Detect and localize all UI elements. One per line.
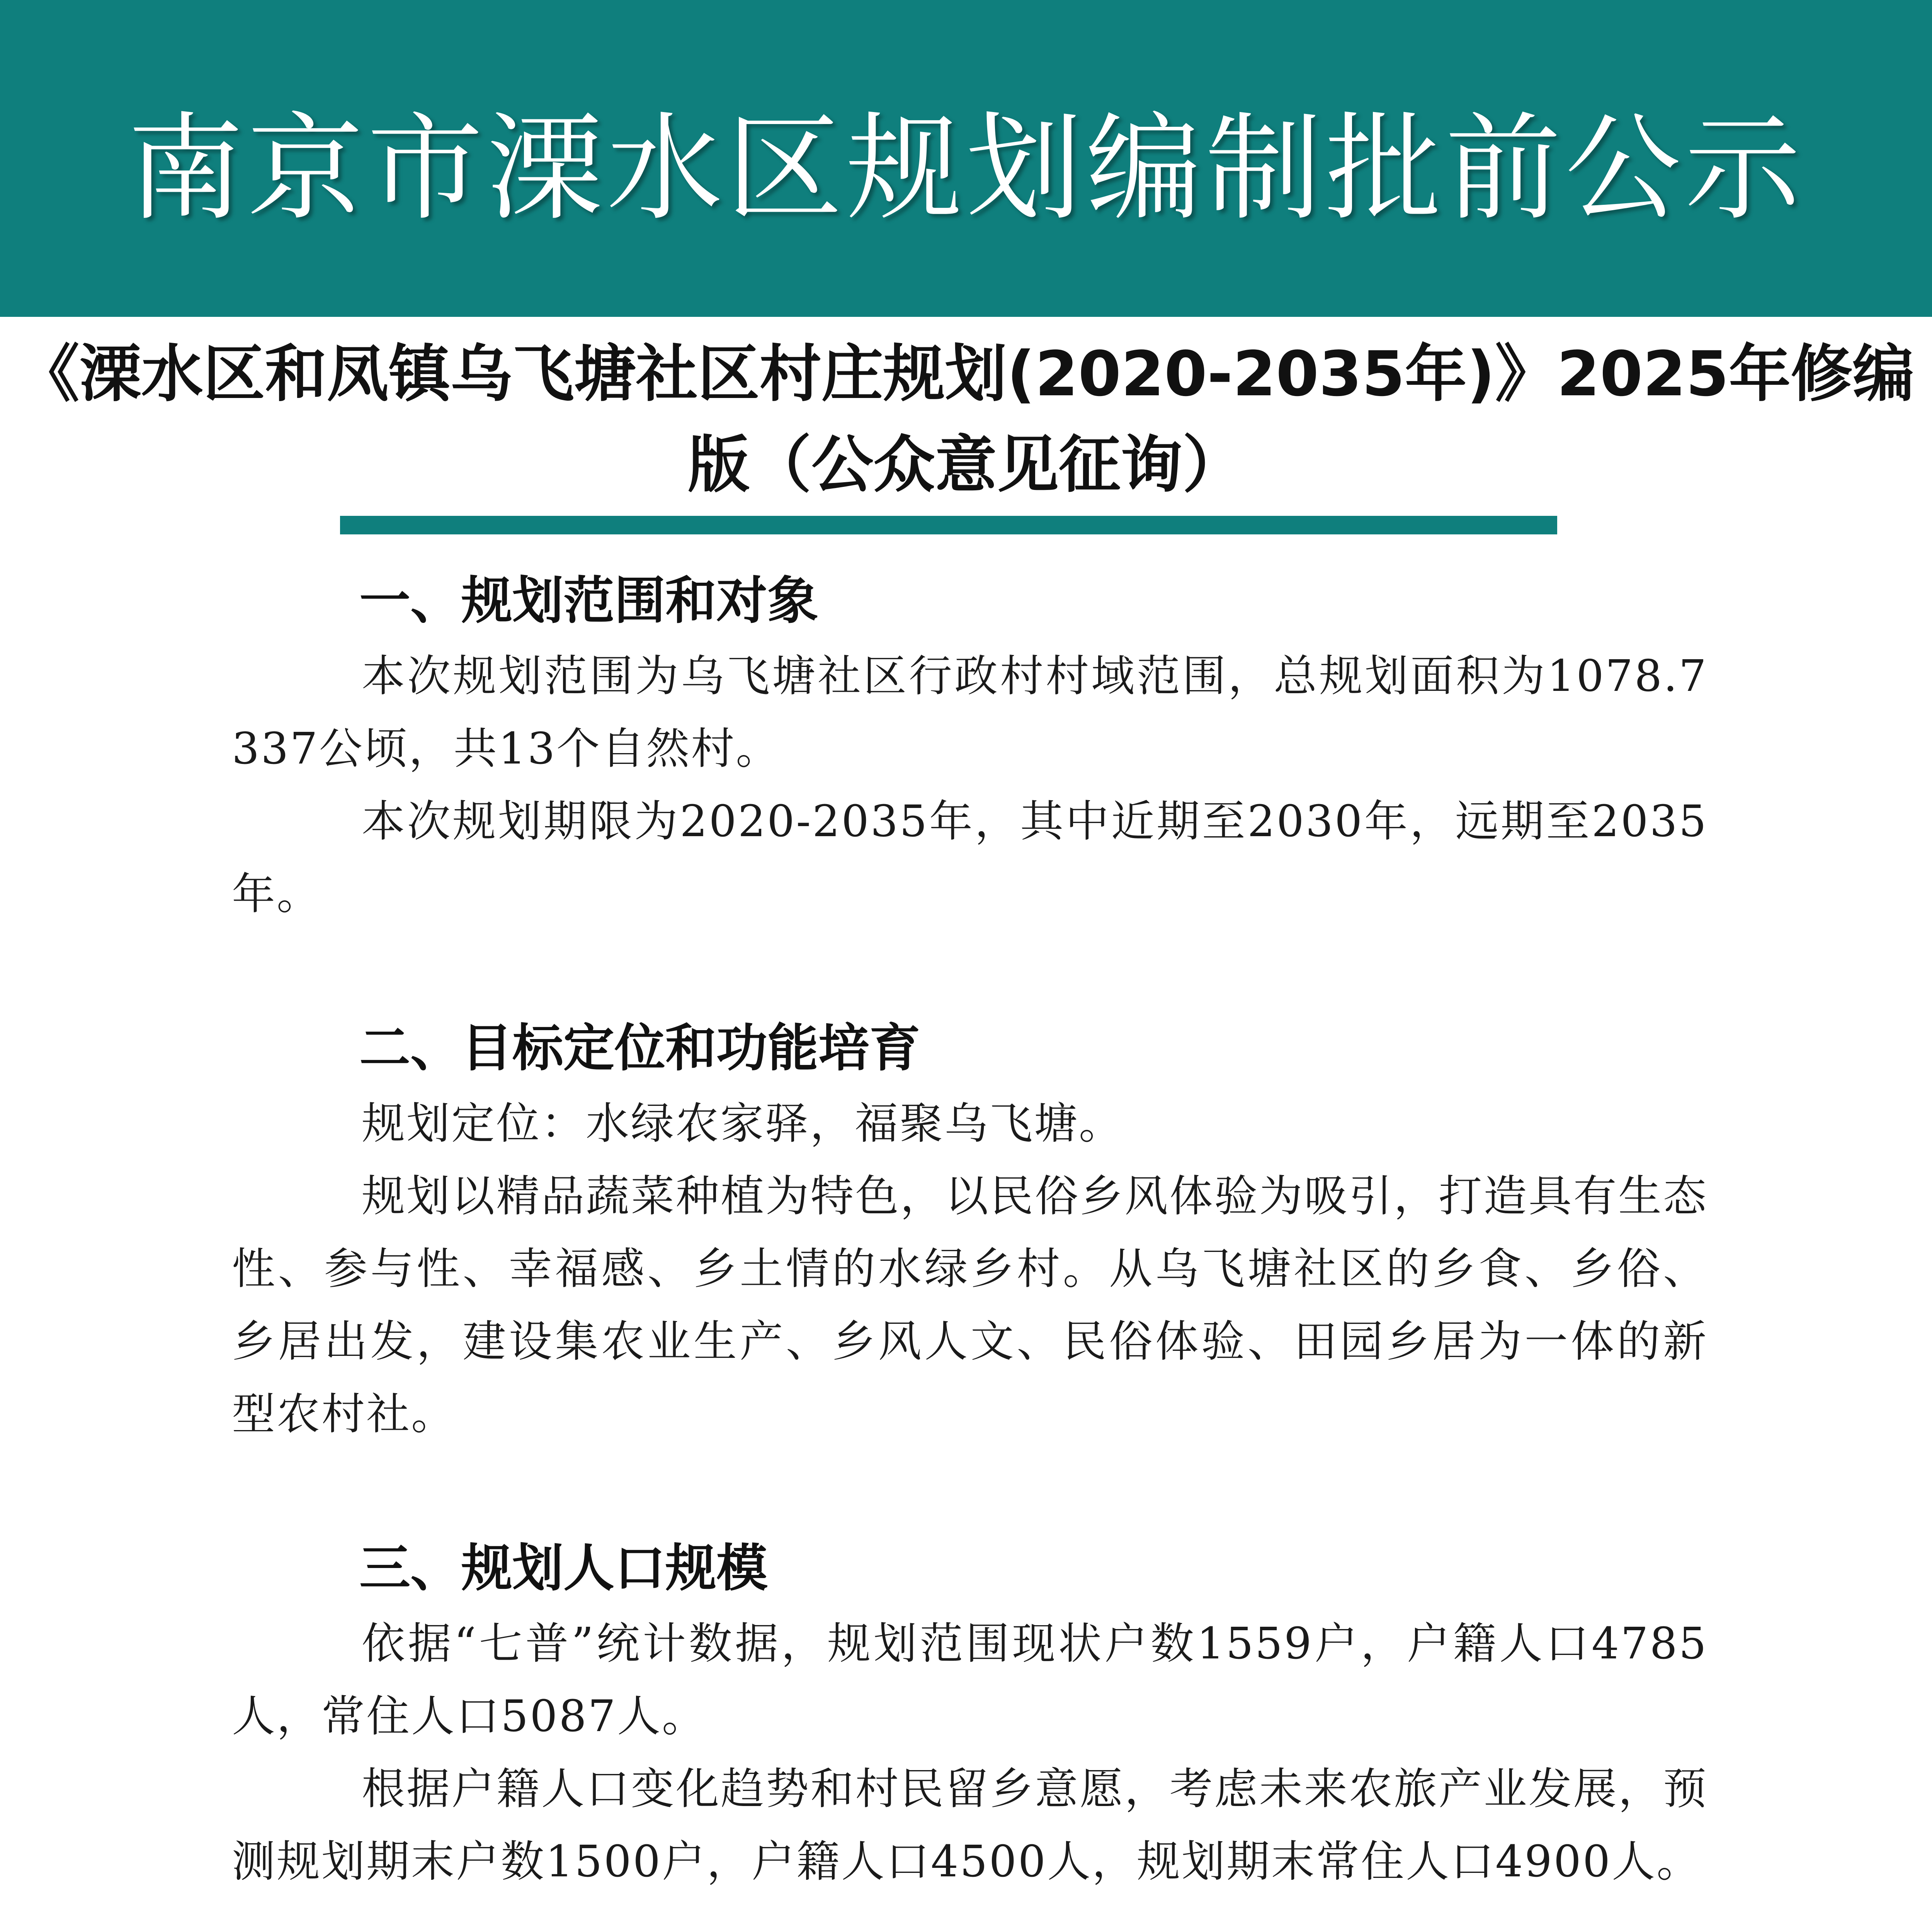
page-title: 南京市溧水区规划编制批前公示 xyxy=(128,101,1804,236)
document-subtitle xyxy=(0,328,1932,510)
subtitle-line-2: 版（公众意见征询） xyxy=(687,429,1244,501)
section-paragraph: 本次规划范围为乌飞塘社区行政村村域范围，总规划面积为1078.7337公顷，共13个自然村。 xyxy=(232,651,1708,774)
subtitle-line-1: 《溧水区和凤镇乌飞塘社区村庄规划(2020-2035年)》2025年修编 xyxy=(17,338,1915,410)
section-positioning xyxy=(232,1012,1708,1451)
section-paragraph: 根据户籍人口变化趋势和村民留乡意愿，考虑未来农旅产业发展，预测规划期末户数1500户，户籍人口4500人，规划期末常住人口4900人。 xyxy=(232,1764,1708,1887)
section-scope xyxy=(232,564,1708,930)
notice-body xyxy=(232,564,1708,1932)
section-paragraph: 规划以精品蔬菜种植为特色，以民俗乡风体验为吸引，打造具有生态性、参与性、幸福感、乡土情的水绿乡村。从乌飞塘社区的乡食、乡俗、乡居出发，建设集农业生产、乡风人文、民俗体验、田园乡居为一体的新型农村社。 xyxy=(232,1171,1708,1439)
section-paragraph: 规划定位：水绿农家驿，福聚乌飞塘。 xyxy=(362,1099,1124,1149)
title-divider xyxy=(340,516,1557,534)
section-heading: 三、规划人口规模 xyxy=(359,1539,767,1598)
header-banner xyxy=(0,0,1932,317)
section-paragraph: 本次规划期限为2020-2035年，其中近期至2030年，远期至2035年。 xyxy=(232,796,1708,919)
section-paragraph: 依据“七普”统计数据，规划范围现状户数1559户，户籍人口4785人，常住人口5087人。 xyxy=(232,1619,1708,1742)
section-population xyxy=(232,1532,1708,1898)
section-heading: 二、目标定位和功能培育 xyxy=(359,1019,920,1078)
section-heading: 一、规划范围和对象 xyxy=(359,571,818,631)
